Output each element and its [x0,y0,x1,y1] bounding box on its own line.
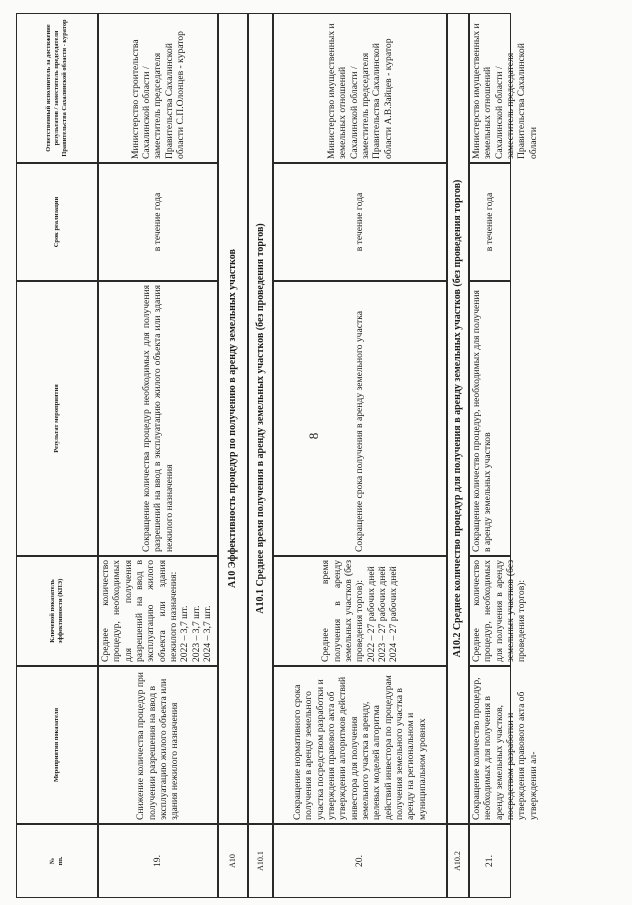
row-20-responsible: Министерство имущественных и земельных отношений Сахалинской области / заместитель председателя Правительства Сахалинской области А.В.Зайцев - куратор [273,13,447,163]
row-19-responsible: Министерство строительства Сахалинской области /заместитель председателя Правительства Сахалинской области С.П.Олонцев - куратор [98,13,218,163]
section-a10-title: А10 Эффективность процедур по получению в аренду земельных участков [218,13,248,824]
row-20-result: Сокращение срока получения в аренду земельного участка [273,281,447,556]
row-21-responsible: Министерство имущественных и земельных отношений Сахалинской области / заместитель председателя Правительства Сахалинской области [469,13,511,163]
row-20-term: в течение года [273,163,447,281]
row-19-term: в течение года [98,163,218,281]
row-20-num: 20. [273,824,447,898]
header-result: Результат мероприятия [16,281,98,556]
page-number: 8 [306,432,321,440]
row-20-activity: Сокращение нормативного срока получения в аренду земельного участка посредством разработки и утверждения правового акта об утверждении алгоритмов действий инвестора для получения земельного участка в аренду, целевых моделей алгоритма действий инвестора по процедурам получения земельного участка в аренду на региональном и муниципальном уровнях [273,666,447,824]
row-20-kpi: Среднее время получения в аренду земельных участков (без проведения торгов): 2022 – 27 рабочих дней 2023 – 27 рабочих дней 2024 – 27 рабочих дней [273,556,447,666]
row-21-result: Сокращение количество процедур, необходимых для получения в аренду земельных участков [469,281,511,556]
header-activity: Мероприятия показателя [16,666,98,824]
row-19-activity: Снижение количества процедур при получении разрешения на ввод в эксплуатацию жилого объекта или здания нежилого назначения [98,666,218,824]
section-a10-code: А10 [218,824,248,898]
header-responsible: Ответственный исполнитель за достижение результатов / заместитель председателя Правительства Сахалинской области - куратор [16,13,98,163]
section-a101-title: А10.1 Среднее время получения в аренду земельных участков (без проведения торгов) [248,13,273,824]
section-a101-code: А10.1 [248,824,273,898]
row-19-result: Сокращение количества процедур необходимых для получения разрешений на ввод в эксплуатацию жилого объекта или здания нежилого назначения [98,281,218,556]
row-21-activity: Сокращение количество процедур, необходимых для получения в аренду земельных участков, посредством разработки и утверждения правового акта об утверждении ал- [469,666,511,824]
row-21-term: в течение года [469,163,511,281]
header-term: Срок реализации [16,163,98,281]
header-kpi: Ключевой показатель эффективности (КПЭ) [16,556,98,666]
row-19-num: 19. [98,824,218,898]
row-21-kpi: Среднее количество процедур, необходимых для получения в аренду земельных участков (без проведения торгов): [469,556,511,666]
rotated-table [16,13,539,898]
section-a102-title: А10.2 Среднее количество процедур для получения в аренду земельных участков (без проведения торгов) [447,13,469,824]
row-19-kpi: Среднее количество процедур, необходимых для получения разрешений на ввод в эксплуатацию жилого объекта или здания нежилого назначения: 2022 – 3,7 шт. 2023 – 3,7 шт. 2024 – 3,7 шт. [98,556,218,666]
header-num: № пп. [16,824,98,898]
section-a102-code: А10.2 [447,824,469,898]
row-21-num: 21. [469,824,511,898]
